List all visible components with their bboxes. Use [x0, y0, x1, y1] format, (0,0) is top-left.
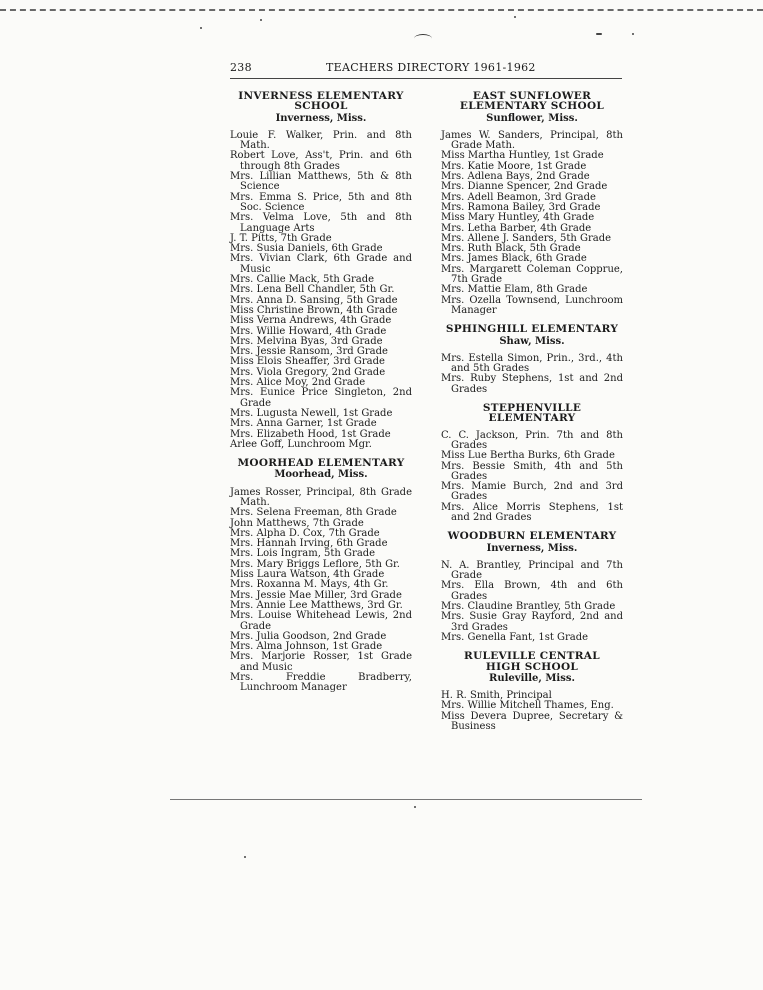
teacher-entry: Miss Martha Huntley, 1st Grade: [441, 150, 604, 162]
teacher-entry: Mrs. Willie Mitchell Thames, Eng.: [441, 700, 614, 712]
teacher-entry: Mrs. Velma Love, 5th and 8th Language Arts: [230, 212, 412, 234]
school-section: [441, 324, 623, 395]
teacher-entry: N. A. Brantley, Principal and 7th Grade: [441, 559, 623, 582]
teacher-entry: Mrs. Adell Beamon, 3rd Grade: [441, 191, 596, 203]
school-section: [441, 531, 623, 643]
school-name: SCHOOL: [294, 100, 348, 113]
speck: [200, 27, 202, 29]
school-name: RULEVILLE CENTRAL: [464, 650, 600, 663]
teacher-entry: Mrs. Jessie Ransom, 3rd Grade: [230, 346, 388, 358]
school-section: [441, 651, 623, 732]
teacher-entry: Mrs. Hannah Irving, 6th Grade: [230, 538, 388, 550]
page-header: [230, 61, 622, 75]
teacher-entry: Mrs. Ozella Townsend, Lunchroom Manager: [441, 294, 623, 316]
teacher-entry: Mrs. Ella Brown, 4th and 6th Grades: [441, 580, 623, 602]
school-section: [230, 91, 412, 450]
teacher-entry: Louie F. Walker, Prin. and 8th Math.: [230, 129, 412, 152]
teacher-entry: Mrs. Alma Johnson, 1st Grade: [230, 641, 383, 653]
teacher-entry: Mrs. Katie Moore, 1st Grade: [441, 160, 587, 172]
teacher-entry: Mrs. Marjorie Rosser, 1st Grade and Music: [230, 651, 412, 673]
teacher-entry: Miss Devera Dupree, Secretary & Business: [441, 710, 623, 733]
print-mark: [414, 34, 432, 43]
school-town: Shaw, Miss.: [499, 335, 565, 347]
directory-title: TEACHERS DIRECTORY 1961-1962: [326, 61, 536, 74]
school-town: Inverness, Miss.: [486, 542, 578, 554]
teacher-entry: Miss Christine Brown, 4th Grade: [230, 304, 398, 316]
footer-rule: [170, 799, 642, 800]
teacher-entry: Mrs. Freddie Bradberry, Lunchroom Manager: [230, 672, 412, 694]
speck: [260, 19, 262, 21]
speck: [414, 806, 416, 808]
teacher-entry: Mrs. Callie Mack, 5th Grade: [230, 274, 375, 286]
school-town: Moorhead, Miss.: [274, 469, 368, 481]
teacher-entry: Mrs. Ruby Stephens, 1st and 2nd Grades: [441, 373, 623, 395]
teacher-entry: Miss Elois Sheaffer, 3rd Grade: [230, 356, 385, 368]
teacher-entry: Mrs. Estella Simon, Prin., 3rd., 4th and 5th Grades: [441, 352, 623, 375]
school-town: Sunflower, Miss.: [486, 112, 578, 124]
teacher-entry: Mrs. Anna D. Sansing, 5th Grade: [230, 294, 398, 306]
teacher-entry: Mrs. James Black, 6th Grade: [441, 253, 587, 265]
teacher-entry: Mrs. Melvina Byas, 3rd Grade: [230, 335, 383, 347]
teacher-entry: Mrs. Allene J. Sanders, 5th Grade: [441, 232, 612, 244]
teacher-entry: Mrs. Genella Fant, 1st Grade: [441, 631, 589, 643]
teacher-entry: Miss Lue Bertha Burks, 6th Grade: [441, 450, 615, 462]
teacher-entry: Mrs. Selena Freeman, 8th Grade: [230, 507, 397, 519]
teacher-entry: Mrs. Lugusta Newell, 1st Grade: [230, 407, 393, 419]
teacher-entry: Mrs. Ruth Black, 5th Grade: [441, 243, 581, 255]
teacher-entry: Miss Verna Andrews, 4th Grade: [230, 315, 392, 327]
teacher-entry: Mrs. Alpha D. Cox, 7th Grade: [230, 527, 380, 539]
teacher-entry: Miss Mary Huntley, 4th Grade: [441, 212, 595, 224]
teacher-entry: Mrs. Vivian Clark, 6th Grade and Music: [230, 253, 412, 275]
speck: [632, 33, 634, 35]
teacher-entry: Mrs. Anna Garner, 1st Grade: [230, 418, 377, 430]
teacher-entry: Mrs. Julia Goodson, 2nd Grade: [230, 630, 387, 642]
teacher-entry: Mrs. Susia Daniels, 6th Grade: [230, 243, 383, 255]
teacher-entry: Mrs. Viola Gregory, 2nd Grade: [230, 366, 386, 378]
teacher-entry: Mrs. Mary Briggs Leflore, 5th Gr.: [230, 558, 400, 570]
header-rule: [230, 78, 622, 79]
teacher-entry: J. T. Pitts, 7th Grade: [230, 232, 332, 244]
school-name: STEPHENVILLE ELEMENTARY: [482, 402, 582, 425]
speck: [514, 16, 516, 18]
teacher-entry: Robert Love, Ass't, Prin. and 6th through 8th Grades: [230, 150, 412, 172]
teacher-entry: C. C. Jackson, Prin. 7th and 8th Grades: [441, 429, 623, 451]
teacher-entry: Mrs. Alice Moy, 2nd Grade: [230, 377, 366, 389]
teacher-entry: Mrs. Emma S. Price, 5th and 8th Soc. Science: [230, 191, 412, 213]
teacher-entry: Mrs. Annie Lee Matthews, 3rd Gr.: [230, 599, 403, 611]
page-number: 238: [230, 61, 252, 74]
teacher-entry: Mrs. Ramona Bailey, 3rd Grade: [441, 201, 601, 213]
teacher-entry: Mrs. Dianne Spencer, 2nd Grade: [441, 181, 608, 193]
school-section: [441, 91, 623, 316]
school-name: HIGH SCHOOL: [485, 660, 579, 673]
speck: [596, 33, 602, 35]
teacher-entry: Mrs. Claudine Brantley, 5th Grade: [441, 601, 616, 613]
teacher-entry: Mrs. Alice Morris Stephens, 1st and 2nd Grades: [441, 501, 623, 523]
left-column: [230, 91, 412, 694]
teacher-entry: Mrs. Lillian Matthews, 5th & 8th Science: [230, 171, 412, 193]
teacher-entry: Mrs. Susie Gray Rayford, 2nd and 3rd Grades: [441, 611, 623, 633]
school-name: MOORHEAD ELEMENTARY: [237, 457, 405, 470]
school-town: Ruleville, Miss.: [489, 672, 575, 684]
teacher-entry: James W. Sanders, Principal, 8th Grade Math.: [441, 129, 623, 152]
teacher-entry: Mrs. Mattie Elam, 8th Grade: [441, 284, 588, 296]
teacher-entry: Mrs. Mamie Burch, 2nd and 3rd Grades: [441, 481, 623, 503]
top-border: [0, 9, 763, 11]
school-section: [441, 403, 623, 523]
school-name: WOODBURN ELEMENTARY: [447, 530, 617, 543]
teacher-entry: Arlee Goff, Lunchroom Mgr.: [230, 438, 372, 450]
school-name: ELEMENTARY SCHOOL: [459, 100, 605, 113]
teacher-entry: James Rosser, Principal, 8th Grade Math.: [230, 486, 412, 508]
school-name: SPHINGHILL ELEMENTARY: [445, 323, 619, 336]
teacher-entry: Mrs. Eunice Price Singleton, 2nd Grade: [230, 387, 412, 409]
teacher-entry: Mrs. Roxanna M. Mays, 4th Gr.: [230, 579, 389, 591]
school-section: [230, 458, 412, 694]
teacher-entry: Mrs. Bessie Smith, 4th and 5th Grades: [441, 460, 623, 482]
teacher-entry: Mrs. Louise Whitehead Lewis, 2nd Grade: [230, 610, 412, 632]
teacher-entry: John Matthews, 7th Grade: [230, 517, 364, 529]
school-town: Inverness, Miss.: [275, 112, 367, 124]
speck: [244, 856, 246, 858]
teacher-entry: Mrs. Adlena Bays, 2nd Grade: [441, 171, 590, 183]
teacher-entry: Mrs. Lois Ingram, 5th Grade: [230, 548, 376, 560]
school-name: INVERNESS ELEMENTARY: [238, 90, 404, 102]
teacher-entry: Mrs. Letha Barber, 4th Grade: [441, 222, 592, 234]
teacher-entry: Mrs. Willie Howard, 4th Grade: [230, 325, 387, 337]
teacher-entry: Mrs. Elizabeth Hood, 1st Grade: [230, 428, 391, 440]
school-name: EAST SUNFLOWER: [472, 90, 592, 102]
teacher-entry: Mrs. Lena Bell Chandler, 5th Gr.: [230, 284, 395, 296]
teacher-entry: H. R. Smith, Principal: [441, 690, 552, 702]
right-column: [441, 91, 623, 732]
teacher-entry: Miss Laura Watson, 4th Grade: [230, 569, 385, 581]
teacher-entry: Mrs. Margarett Coleman Copprue, 7th Grade: [441, 263, 623, 286]
teacher-entry: Mrs. Jessie Mae Miller, 3rd Grade: [230, 589, 402, 601]
